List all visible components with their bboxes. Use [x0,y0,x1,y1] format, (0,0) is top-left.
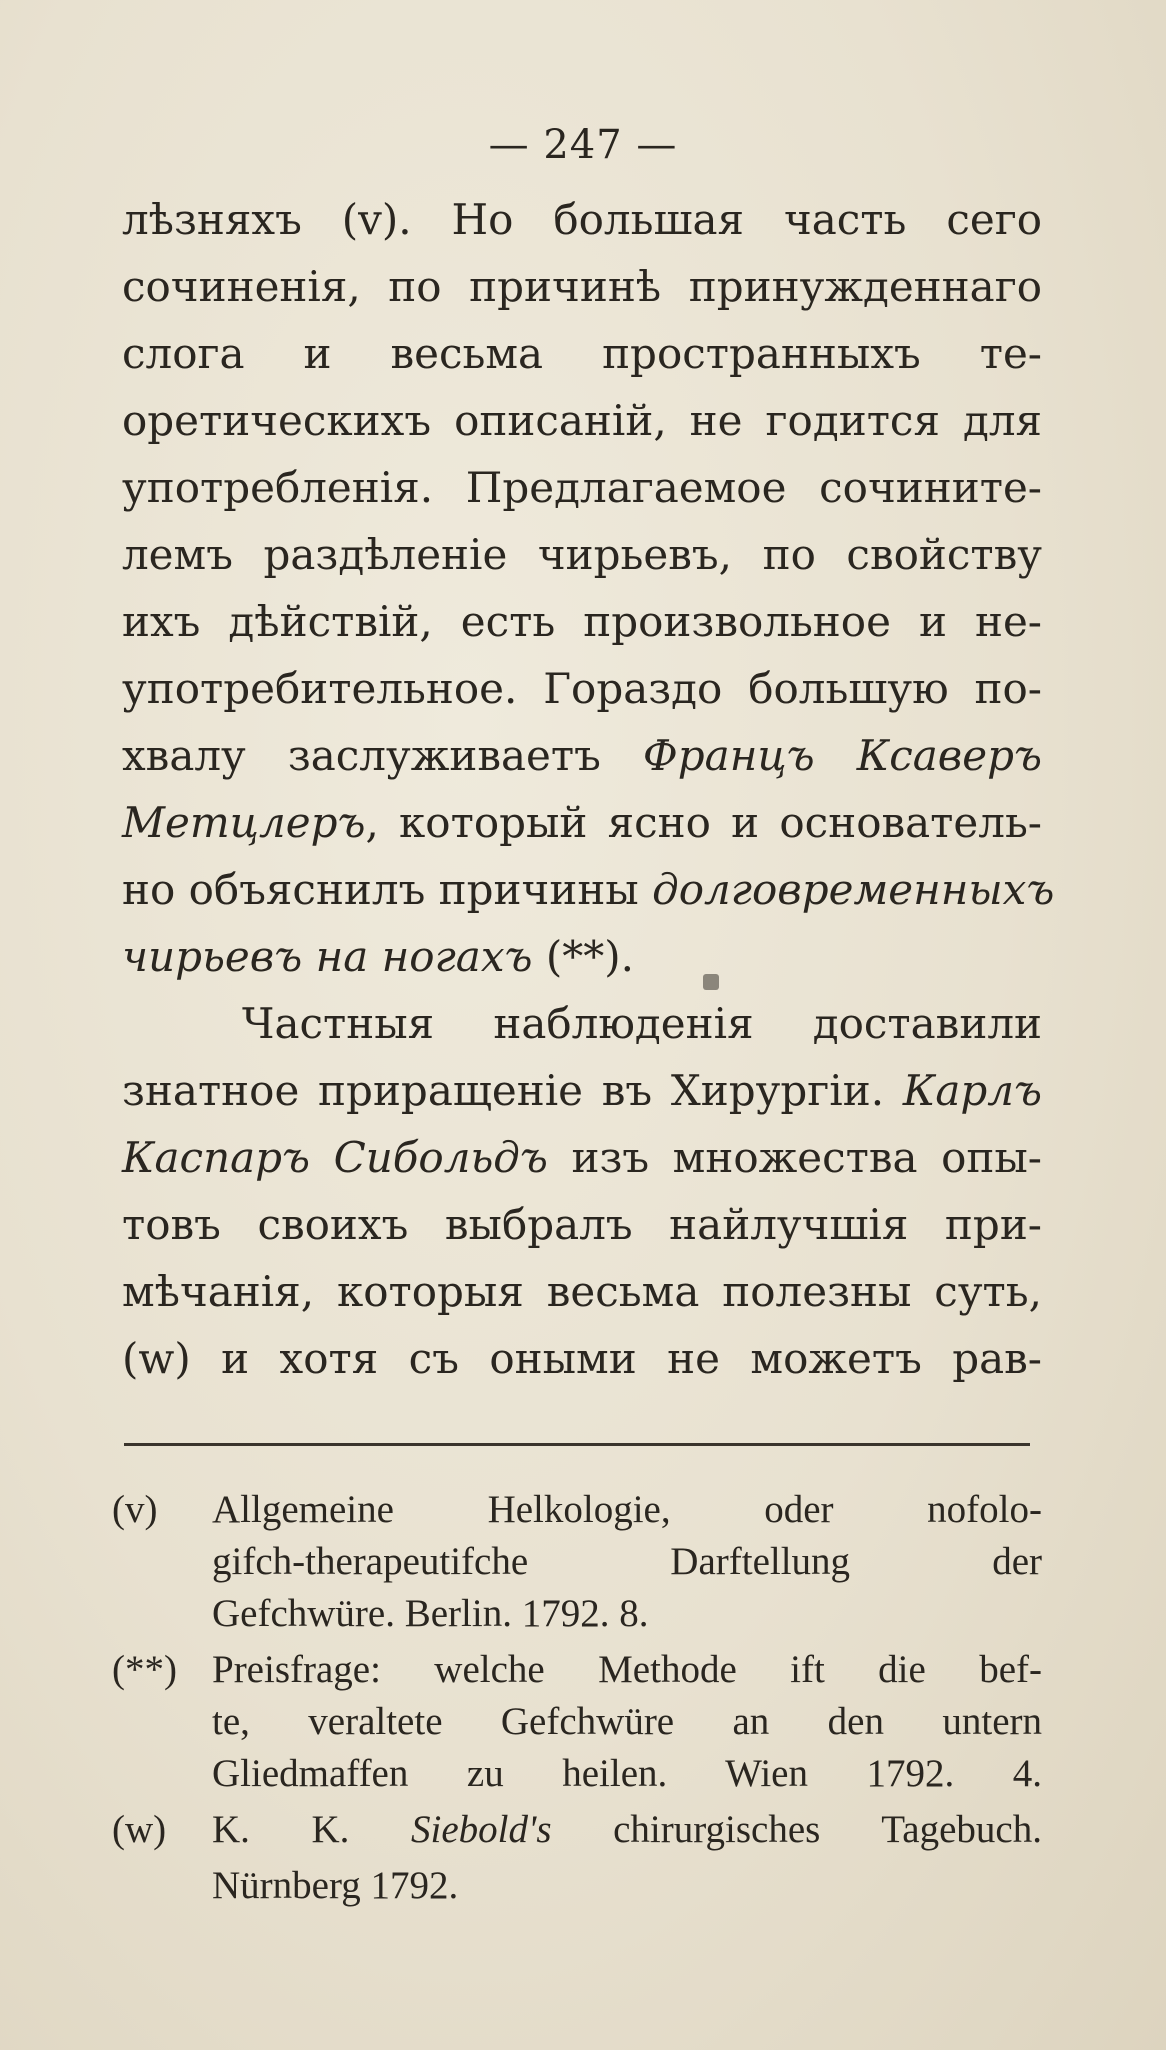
footnote-line: te, veraltete Gefchwüre an den untern [212,1700,1042,1743]
footnote-text [212,1644,1042,1800]
footnote-line: Nürnberg 1792. [212,1864,459,1907]
footnote-text [212,1804,1042,1856]
footnote-line: Allgemeine Helkologie, oder nofolo- [212,1488,1042,1531]
author-name-italic: Siebold's [411,1808,552,1851]
text-line: слога и весьма пространныхъ те- [122,329,1042,378]
text-line: лѣзняхъ (v). Но большая часть сего [122,195,1042,244]
emphasis-italic: долговременныхъ [652,865,1055,914]
footnote-line: gifch-therapeutifche Darftellung der [212,1540,1042,1583]
footnotes [112,1484,1042,1912]
text-line [122,856,1055,923]
footnote-line: Gliedmaffen zu heilen. Wien 1792. 4. [212,1752,1042,1795]
footnote-mark: (w) [112,1808,167,1851]
footnote-line: Gefchwüre. Berlin. 1792. 8. [212,1592,649,1635]
text-line [122,789,1042,856]
text-line: товъ своихъ выбралъ найлучшія при- [122,1200,1042,1249]
text-span: chirurgisches Tagebuch. [551,1808,1042,1851]
text-line: употребленія. Предлагаемое сочините- [122,463,1042,512]
text-span: хвалу заслуживаетъ [122,731,643,780]
text-line: лемъ раздѣленіе чирьевъ, по свойству [122,530,1042,579]
author-name-italic: Каспаръ Сибольдъ [122,1133,548,1182]
text-span: знатное приращеніе въ Хирургіи. [122,1066,903,1115]
footnote-line: Preisfrage: welche Methode ift die bef- [212,1648,1042,1691]
text-line: оретическихъ описаній, не годится для [122,396,1042,445]
footnote-mark: (**) [112,1648,177,1691]
emphasis-italic: чирьевъ на ногахъ [122,932,533,981]
text-line: употребительное. Гораздо большую по- [122,664,1042,713]
text-line: (w) и хотя съ оными не можетъ рав- [122,1334,1042,1383]
text-span: изъ множества опы- [547,1133,1042,1182]
text-line [122,722,1042,789]
text-line: мѣчанія, которыя весьма полезны суть, [122,1267,1042,1316]
footnote-w [112,1804,1042,1856]
footnote-line [212,1804,1042,1856]
page-number: — 247 — [488,122,678,168]
text-span: (**). [532,932,635,981]
author-name-italic: Францъ Ксаверъ [642,731,1042,780]
text-span: K. K. [212,1808,412,1851]
text-span: но объяснилъ причины [122,865,653,914]
ink-speck [703,974,719,990]
footnote-text [212,1484,1042,1640]
text-line: Частныя наблюденія доставили [242,999,1042,1048]
footnote-mark: (v) [112,1488,158,1531]
text-span: , который ясно и основатель- [365,798,1042,847]
footnote-divider [124,1443,1030,1446]
author-name-italic: Карлъ [902,1066,1042,1115]
footnote-v [112,1484,1042,1640]
text-line [122,1057,1042,1124]
author-name-italic: Метцлеръ [122,798,366,847]
main-text [122,186,1055,1392]
text-line [122,923,1042,990]
footnote-double-star [112,1644,1042,1800]
text-line [122,1124,1042,1191]
text-line: ихъ дѣйствій, есть произвольное и не- [122,597,1042,646]
text-line: сочиненія, по причинѣ принужденнаго [122,262,1042,311]
